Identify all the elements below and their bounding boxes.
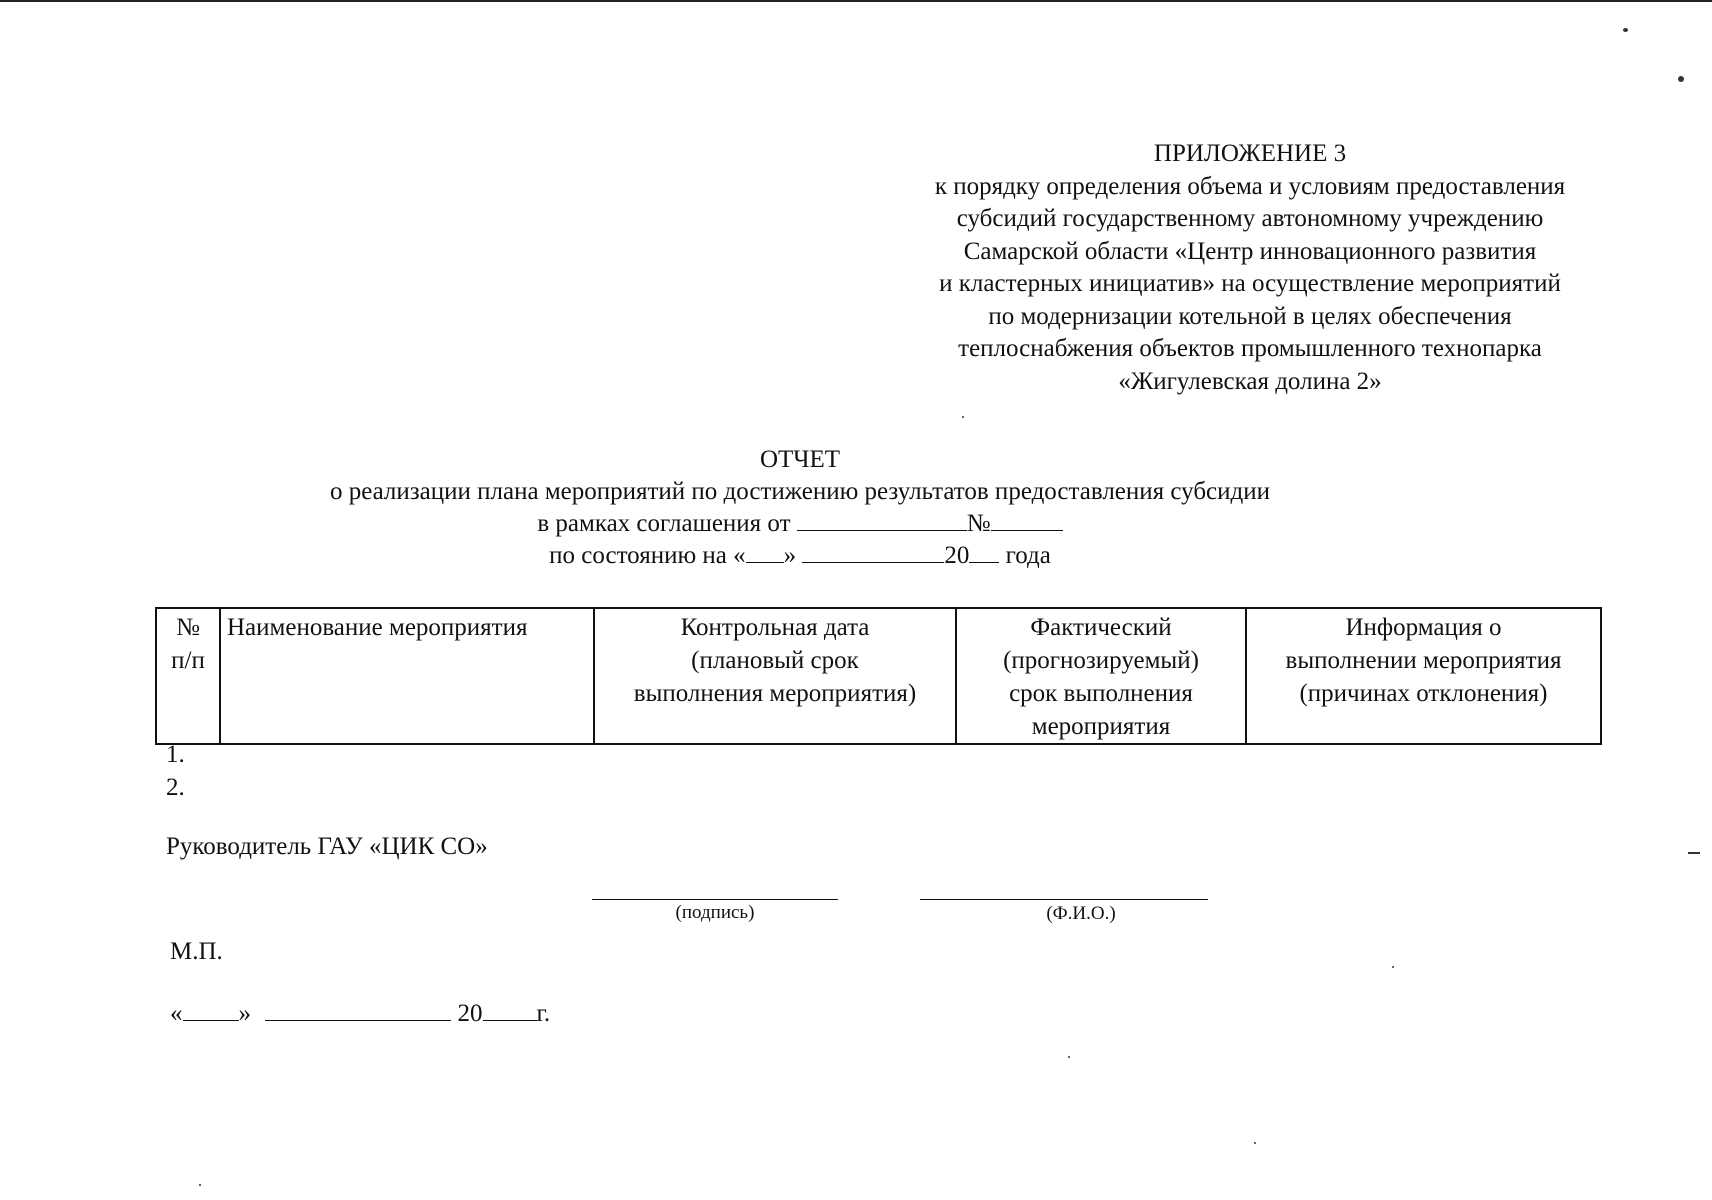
scan-speck [1392,966,1394,968]
head-label: Руководитель ГАУ «ЦИК СО» [166,833,488,860]
date-close-quote: » [238,1000,251,1027]
stamp-label: М.П. [170,938,223,965]
status-year-prefix: 20 [944,542,970,569]
status-day-blank[interactable] [746,540,784,563]
appendix-header [840,138,1660,398]
report-heading [200,444,1400,572]
appendix-line: субсидий государственному автономному учреждению [956,205,1544,232]
appendix-line: Самарской области «Центр инновационного развития [963,237,1537,265]
scan-speck [1068,1056,1070,1058]
agreement-prefix: в рамках соглашения от [537,510,791,537]
date-year-prefix: 20 [457,1000,483,1027]
header-number: № п/п [156,608,220,744]
list-item: 1. [166,741,185,768]
agreement-number-blank[interactable] [991,508,1063,531]
table-rows [166,738,185,804]
report-title: ОТЧЕТ [759,446,841,473]
scan-speck [1678,76,1684,82]
date-line [170,998,550,1028]
report-table [155,607,1602,745]
scan-speck [1623,28,1628,32]
name-caption: (Ф.И.О.) [1046,903,1116,924]
number-sign: № [966,510,991,537]
status-month-blank[interactable] [802,540,944,563]
scan-speck [1688,852,1700,854]
header-activity-name: Наименование мероприятия [220,608,594,744]
scan-speck [199,1184,201,1186]
status-quote-close: » [783,542,797,569]
status-year-blank[interactable] [969,540,999,563]
appendix-line: теплоснабжения объектов промышленного технопарка [958,335,1542,362]
status-prefix: по состоянию на « [549,542,746,569]
list-item: 2. [166,774,185,801]
appendix-line: и кластерных инициатив» на осуществление мероприятий [939,270,1561,297]
signature-line[interactable] [592,899,838,900]
header-control-date: Контрольная дата (плановый срок выполнения мероприятия) [594,608,956,744]
date-day-blank[interactable] [183,998,239,1021]
appendix-line: по модернизации котельной в целях обеспечения [988,302,1512,330]
scan-speck [962,416,964,418]
status-line [200,540,1400,572]
agreement-line [200,508,1400,540]
scan-speck [1254,1142,1256,1144]
date-month-blank[interactable] [265,998,451,1021]
date-year-suffix: г. [536,1000,551,1027]
appendix-line: к порядку определения объема и условиям предоставления [934,172,1566,200]
status-year-suffix: года [1005,542,1051,569]
header-actual-date: Фактический (прогнозируемый) срок выполнения мероприятия [956,608,1246,744]
top-edge-line [0,0,1712,2]
report-subtitle: о реализации плана мероприятий по достижению результатов предоставления субсидии [329,478,1271,505]
name-line[interactable] [920,899,1208,900]
appendix-line: «Жигулевская долина 2» [1118,367,1382,395]
appendix-title: ПРИЛОЖЕНИЕ 3 [1153,140,1347,167]
agreement-date-blank[interactable] [797,508,967,531]
signature-caption: (подпись) [675,902,755,923]
table-header-row [156,608,1601,744]
date-open-quote: « [170,1000,183,1027]
date-year-blank[interactable] [483,998,537,1021]
header-execution-info: Информация о выполнении мероприятия (причинах отклонения) [1246,608,1601,744]
